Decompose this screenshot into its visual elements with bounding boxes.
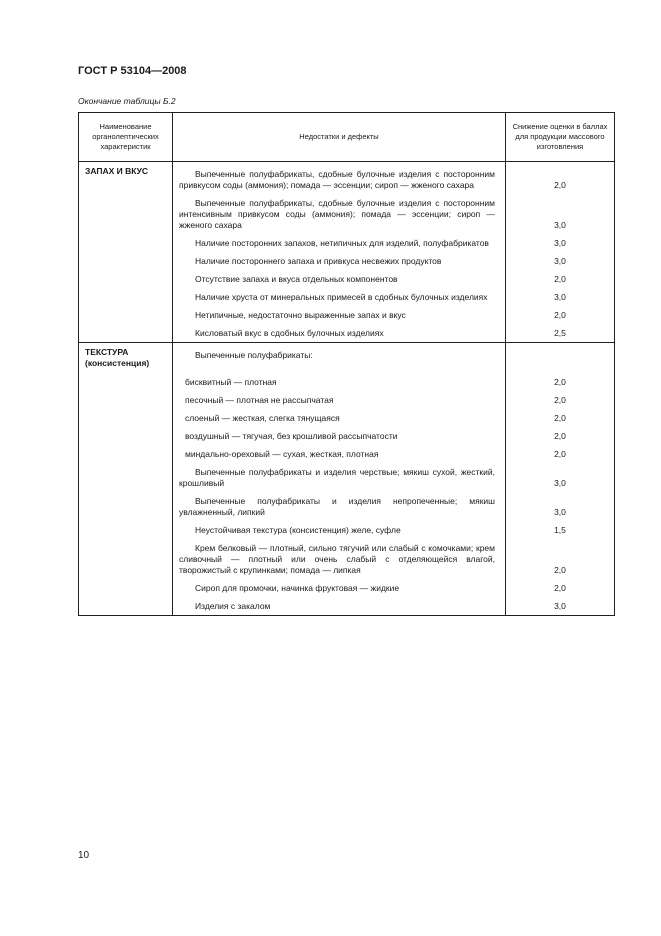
- category-cell-empty: [79, 409, 173, 427]
- category-cell-empty: [79, 539, 173, 579]
- table-row: [79, 597, 615, 616]
- defect-text: Кисловатый вкус в сдобных булочных изделиях: [195, 328, 384, 338]
- defect-text: миндально-ореховый — сухая, жесткая, плотная: [185, 449, 379, 459]
- table-row: [79, 234, 615, 252]
- score-cell: 2,5: [506, 324, 615, 343]
- defect-text: Нетипичные, недостаточно выраженные запах и вкус: [195, 310, 406, 320]
- defect-cell: [173, 492, 506, 521]
- defect-cell: [173, 539, 506, 579]
- table-row: [79, 579, 615, 597]
- defect-text: Отсутствие запаха и вкуса отдельных компонентов: [195, 274, 398, 284]
- defect-cell: [173, 579, 506, 597]
- score-cell: 3,0: [506, 597, 615, 616]
- defect-text: бисквитный — плотная: [185, 377, 277, 387]
- score-cell: 3,0: [506, 492, 615, 521]
- defect-text: Выпеченные полуфабрикаты и изделия черствые; мякиш сухой, жесткий, крошливый: [179, 467, 495, 488]
- category-cell-empty: [79, 288, 173, 306]
- table-row: [79, 521, 615, 539]
- defect-text: Выпеченные полуфабрикаты, сдобные булочные изделия с посторонним привкусом соды (аммония); помада — эссенции; сироп — жженого сахара: [179, 169, 495, 190]
- defect-cell: [173, 288, 506, 306]
- defect-cell: [173, 427, 506, 445]
- category-cell-empty: [79, 373, 173, 391]
- table-row: [79, 373, 615, 391]
- defect-cell: [173, 306, 506, 324]
- category-cell-empty: [79, 463, 173, 492]
- table-row: [79, 324, 615, 343]
- defect-cell: [173, 234, 506, 252]
- category-cell-empty: [79, 234, 173, 252]
- score-cell: 2,0: [506, 427, 615, 445]
- defect-cell: [173, 194, 506, 234]
- defects-table: [78, 112, 615, 616]
- defect-cell: [173, 521, 506, 539]
- table-row: [79, 288, 615, 306]
- defect-text: Выпеченные полуфабрикаты, сдобные булочные изделия с посторонним интенсивным привкусом соды (аммония); помада — эссенции; сироп — жженого сахара: [179, 198, 495, 230]
- table-row: [79, 463, 615, 492]
- table-row: [79, 162, 615, 195]
- score-cell: 3,0: [506, 234, 615, 252]
- defect-cell: [173, 391, 506, 409]
- table-row: [79, 306, 615, 324]
- score-cell: 3,0: [506, 194, 615, 234]
- score-cell: 2,0: [506, 270, 615, 288]
- table-row: [79, 270, 615, 288]
- column-header-characteristic: Наименование органолептических характеристик: [79, 113, 173, 162]
- table-row: [79, 492, 615, 521]
- defect-cell: [173, 162, 506, 195]
- defect-text: Крем белковый — плотный, сильно тягучий или слабый с комочками; крем сливочный — плотный или очень слабый с отделяющейся влагой, творожистый с крупинками; помада — липкая: [179, 543, 495, 575]
- category-cell-empty: [79, 579, 173, 597]
- category-cell-empty: [79, 521, 173, 539]
- score-cell: 2,0: [506, 373, 615, 391]
- category-label: ЗАПАХ И ВКУС: [79, 162, 173, 195]
- defect-text: Наличие постороннего запаха и привкуса несвежих продуктов: [195, 256, 442, 266]
- score-cell: 2,0: [506, 162, 615, 195]
- table-row: [79, 539, 615, 579]
- category-cell-empty: [79, 445, 173, 463]
- category-cell-empty: [79, 427, 173, 445]
- table-row: [79, 343, 615, 374]
- page-number: 10: [78, 850, 90, 861]
- defect-cell: [173, 343, 506, 374]
- score-cell: 2,0: [506, 539, 615, 579]
- defect-text: слоеный — жесткая, слегка тянущаяся: [185, 413, 340, 423]
- table-body: [79, 162, 615, 616]
- defect-cell: [173, 597, 506, 616]
- category-cell-empty: [79, 306, 173, 324]
- category-cell-empty: [79, 391, 173, 409]
- table-row: [79, 194, 615, 234]
- score-cell: 3,0: [506, 288, 615, 306]
- defect-cell: [173, 252, 506, 270]
- table-row: [79, 391, 615, 409]
- score-cell: 2,0: [506, 409, 615, 427]
- column-header-defects: Недостатки и дефекты: [173, 113, 506, 162]
- defect-cell: [173, 324, 506, 343]
- category-cell-empty: [79, 492, 173, 521]
- defect-text: воздушный — тягучая, без крошливой рассыпчатости: [185, 431, 398, 441]
- column-header-score: Снижение оценки в баллах для продукции массового изготовления: [506, 113, 615, 162]
- defect-cell: [173, 270, 506, 288]
- score-cell: 2,0: [506, 306, 615, 324]
- defect-text: песочный — плотная не рассыпчатая: [185, 395, 334, 405]
- table-row: [79, 445, 615, 463]
- table-caption: Окончание таблицы Б.2: [78, 96, 176, 106]
- defect-cell: [173, 409, 506, 427]
- table-header-row: [79, 113, 615, 162]
- table-row: [79, 252, 615, 270]
- score-cell: 1,5: [506, 521, 615, 539]
- table-row: [79, 409, 615, 427]
- category-label: ТЕКСТУРА (консистенция): [79, 343, 173, 374]
- score-cell: 3,0: [506, 463, 615, 492]
- defect-text: Неустойчивая текстура (консистенция) желе, суфле: [195, 525, 401, 535]
- defect-text: Изделия с закалом: [195, 601, 271, 611]
- category-cell-empty: [79, 324, 173, 343]
- score-cell: 2,0: [506, 391, 615, 409]
- table-row: [79, 427, 615, 445]
- defect-cell: [173, 445, 506, 463]
- category-cell-empty: [79, 597, 173, 616]
- defect-cell: [173, 373, 506, 391]
- score-cell: 2,0: [506, 445, 615, 463]
- category-cell-empty: [79, 252, 173, 270]
- defect-text: Выпеченные полуфабрикаты:: [195, 350, 313, 360]
- defect-text: Выпеченные полуфабрикаты и изделия непропеченные; мякиш увлажненный, липкий: [179, 496, 495, 517]
- score-cell: 3,0: [506, 252, 615, 270]
- defect-text: Наличие посторонних запахов, нетипичных для изделий, полуфабрикатов: [195, 238, 489, 248]
- defect-text: Наличие хруста от минеральных примесей в сдобных булочных изделиях: [195, 292, 488, 302]
- score-cell: [506, 343, 615, 374]
- category-cell-empty: [79, 270, 173, 288]
- defect-cell: [173, 463, 506, 492]
- defect-text: Сироп для промочки, начинка фруктовая — жидкие: [195, 583, 400, 593]
- category-cell-empty: [79, 194, 173, 234]
- document-header: ГОСТ Р 53104—2008: [78, 65, 187, 77]
- score-cell: 2,0: [506, 579, 615, 597]
